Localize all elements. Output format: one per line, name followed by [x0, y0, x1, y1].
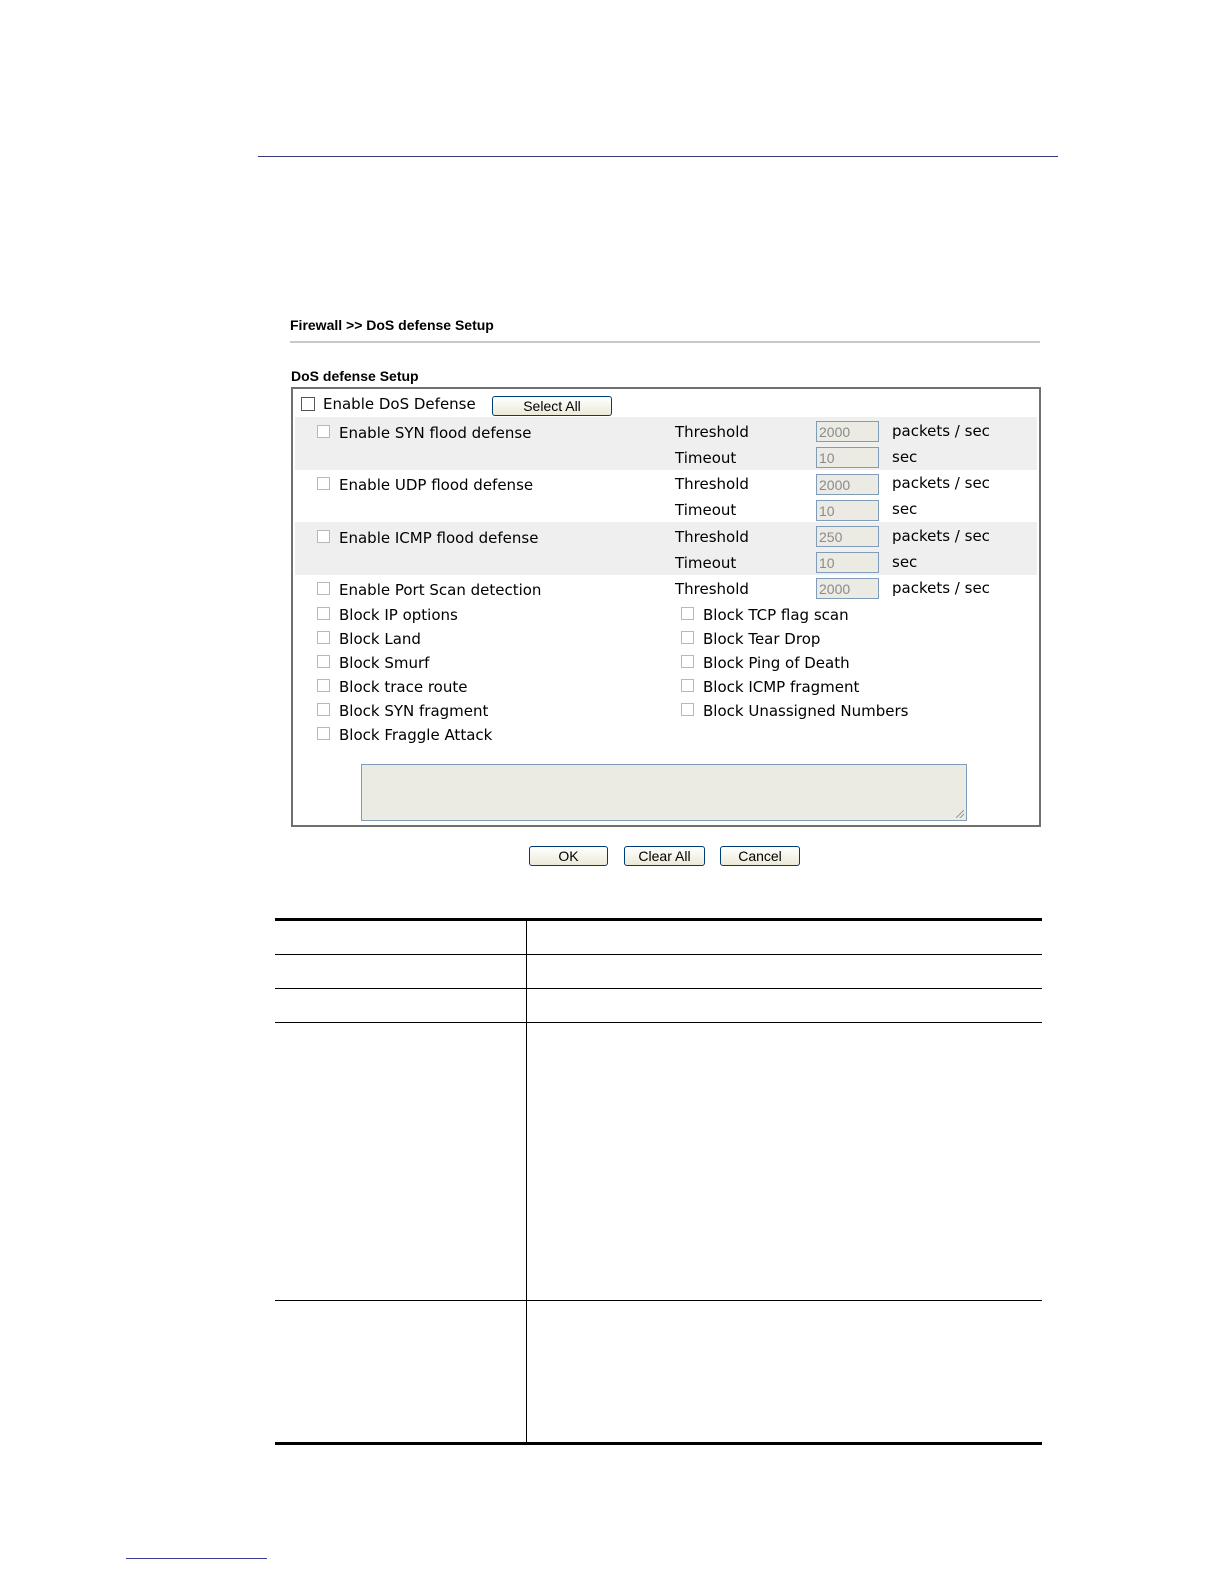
block-tear-drop-checkbox[interactable] [681, 631, 694, 644]
block-trace-route-checkbox[interactable] [317, 679, 330, 692]
icmp-flood-label: Enable ICMP flood defense [339, 529, 539, 547]
block-land-checkbox[interactable] [317, 631, 330, 644]
table-bottom-rule [275, 1442, 1042, 1445]
block-syn-fragment-checkbox[interactable] [317, 703, 330, 716]
block-icmp-fragment-checkbox[interactable] [681, 679, 694, 692]
block-unassigned-numbers-label: Block Unassigned Numbers [703, 702, 909, 720]
port-scan-threshold-unit: packets / sec [892, 579, 990, 597]
port-scan-checkbox[interactable] [317, 582, 330, 595]
icmp-threshold-unit: packets / sec [892, 527, 990, 545]
header-rule [258, 156, 1058, 157]
port-scan-label: Enable Port Scan detection [339, 581, 542, 599]
udp-timeout-unit: sec [892, 500, 918, 518]
block-fraggle-checkbox[interactable] [317, 727, 330, 740]
udp-timeout-input[interactable]: 10 [816, 500, 879, 521]
syn-threshold-label: Threshold [675, 423, 749, 441]
footer-rule [126, 1558, 267, 1559]
block-icmp-fragment-label: Block ICMP fragment [703, 678, 860, 696]
icmp-threshold-label: Threshold [675, 528, 749, 546]
udp-flood-label: Enable UDP flood defense [339, 476, 534, 494]
syn-timeout-unit: sec [892, 448, 918, 466]
udp-timeout-label: Timeout [675, 501, 737, 519]
udp-flood-checkbox[interactable] [317, 477, 330, 490]
icmp-threshold-input[interactable]: 250 [816, 526, 879, 547]
syn-threshold-unit: packets / sec [892, 422, 990, 440]
block-smurf-label: Block Smurf [339, 654, 430, 672]
icmp-timeout-input[interactable]: 10 [816, 552, 879, 573]
ok-button[interactable]: OK [529, 846, 608, 866]
enable-dos-checkbox[interactable] [301, 397, 315, 411]
table-row-rule [275, 954, 1042, 955]
table-row-rule [275, 1300, 1042, 1301]
port-scan-threshold-label: Threshold [675, 580, 749, 598]
table-column-divider [526, 921, 527, 1442]
dos-defense-panel [291, 387, 1041, 827]
udp-threshold-label: Threshold [675, 475, 749, 493]
block-ip-options-checkbox[interactable] [317, 607, 330, 620]
block-tear-drop-label: Block Tear Drop [703, 630, 821, 648]
block-ping-of-death-label: Block Ping of Death [703, 654, 850, 672]
port-scan-threshold-input[interactable]: 2000 [816, 578, 879, 599]
block-smurf-checkbox[interactable] [317, 655, 330, 668]
block-land-label: Block Land [339, 630, 421, 648]
block-ping-of-death-checkbox[interactable] [681, 655, 694, 668]
block-fraggle-label: Block Fraggle Attack [339, 726, 493, 744]
udp-threshold-input[interactable]: 2000 [816, 474, 879, 495]
syn-timeout-input[interactable]: 10 [816, 447, 879, 468]
block-tcp-flag-scan-label: Block TCP flag scan [703, 606, 849, 624]
icmp-timeout-unit: sec [892, 553, 918, 571]
cancel-button[interactable]: Cancel [720, 846, 800, 866]
icmp-timeout-label: Timeout [675, 554, 737, 572]
block-tcp-flag-scan-checkbox[interactable] [681, 607, 694, 620]
block-unassigned-numbers-checkbox[interactable] [681, 703, 694, 716]
breadcrumb-divider [290, 341, 1040, 343]
select-all-button[interactable]: Select All [492, 396, 612, 416]
enable-dos-label: Enable DoS Defense [323, 395, 476, 413]
table-row-rule [275, 988, 1042, 989]
block-syn-fragment-label: Block SYN fragment [339, 702, 489, 720]
block-trace-route-label: Block trace route [339, 678, 468, 696]
clear-all-button[interactable]: Clear All [624, 846, 705, 866]
icmp-flood-checkbox[interactable] [317, 530, 330, 543]
block-ip-options-label: Block IP options [339, 606, 458, 624]
syn-timeout-label: Timeout [675, 449, 737, 467]
notes-textarea[interactable] [361, 764, 967, 821]
syn-flood-label: Enable SYN flood defense [339, 424, 532, 442]
table-row-rule [275, 1022, 1042, 1023]
syn-flood-checkbox[interactable] [317, 425, 330, 438]
udp-threshold-unit: packets / sec [892, 474, 990, 492]
table-top-rule [275, 918, 1042, 921]
syn-threshold-input[interactable]: 2000 [816, 421, 879, 442]
section-title: DoS defense Setup [291, 368, 419, 384]
breadcrumb: Firewall >> DoS defense Setup [290, 317, 494, 333]
resize-grip-icon[interactable] [956, 810, 964, 818]
